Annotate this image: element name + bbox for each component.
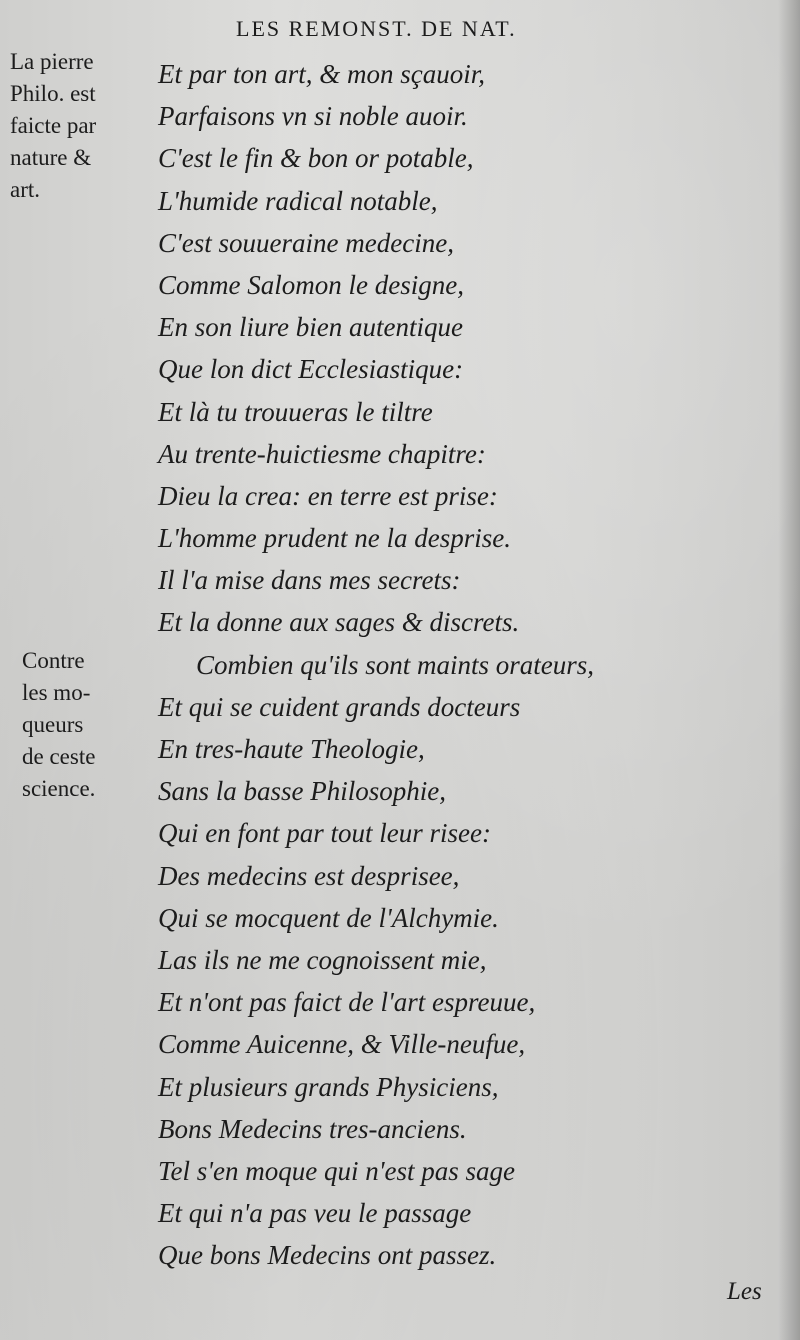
- side-note-line: de ceste: [22, 744, 96, 769]
- side-note-line: La pierre: [10, 49, 94, 74]
- verse-line: C'est le fin & bon or potable,: [158, 143, 474, 174]
- verse-line: Las ils ne me cognoissent mie,: [158, 944, 487, 975]
- verse-line: Et la donne aux sages & discrets.: [158, 607, 520, 638]
- verse-line: Qui se mocquent de l'Alchymie.: [158, 902, 499, 933]
- verse-line: Sans la basse Philosophie,: [158, 776, 446, 807]
- verse-line: Bons Medecins tres-anciens.: [158, 1113, 467, 1144]
- side-note-line: faicte par: [10, 113, 97, 138]
- side-note-against-mockers: [22, 645, 157, 805]
- side-note-line: Contre: [22, 648, 85, 673]
- verse-line: Et n'ont pas faict de l'art espreuue,: [158, 987, 536, 1018]
- verse-line: Tel s'en moque qui n'est pas sage: [158, 1155, 516, 1186]
- verse-line: Des medecins est desprisee,: [158, 860, 460, 891]
- verse-line: Que lon dict Ecclesiastique:: [158, 354, 464, 385]
- verse-line: Et qui n'a pas veu le passage: [158, 1198, 472, 1229]
- verse-line: Il l'a mise dans mes secrets:: [158, 565, 461, 596]
- catchword: Les: [727, 1278, 762, 1305]
- running-title: LES REMONST. DE NAT.: [236, 16, 517, 41]
- verse-line: Et par ton art, & mon sçauoir,: [158, 59, 486, 89]
- verse-line: Qui en font par tout leur risee:: [158, 818, 491, 849]
- side-note-line: les mo-: [22, 680, 91, 705]
- verse-line: En tres-haute Theologie,: [158, 734, 425, 764]
- verse-line: Parfaisons vn si noble auoir.: [158, 101, 468, 132]
- verse-line: Dieu la crea: en terre est prise:: [158, 480, 498, 511]
- page-edge-shadow: [778, 0, 800, 1340]
- verse-line: En son liure bien autentique: [158, 312, 463, 343]
- verse-line: Comme Auicenne, & Ville-neufue,: [158, 1029, 526, 1060]
- verse-line: Et plusieurs grands Physiciens,: [158, 1071, 499, 1102]
- verse-line: L'humide radical notable,: [158, 185, 438, 216]
- side-note-line: science.: [22, 776, 96, 801]
- side-note-philosophers-stone: [10, 46, 145, 206]
- verse-line: Et qui se cuident grands docteurs: [158, 691, 521, 722]
- side-note-line: Philo. est: [10, 81, 96, 106]
- verse-line: Et là tu trouueras le tiltre: [158, 396, 433, 427]
- side-note-line: nature &: [10, 145, 92, 170]
- verse-line: C'est souueraine medecine,: [158, 227, 454, 258]
- verse-line: L'homme prudent ne la desprise.: [158, 523, 511, 554]
- verse-block: [158, 53, 594, 1276]
- side-note-line: art.: [10, 177, 41, 202]
- verse-line: Comme Salomon le designe,: [158, 269, 464, 300]
- side-note-line: queurs: [22, 712, 84, 737]
- verse-line: Au trente-huictiesme chapitre:: [158, 438, 486, 469]
- verse-line: Que bons Medecins ont passez.: [158, 1240, 497, 1271]
- verse-line: Combien qu'ils sont maints orateurs,: [196, 649, 595, 680]
